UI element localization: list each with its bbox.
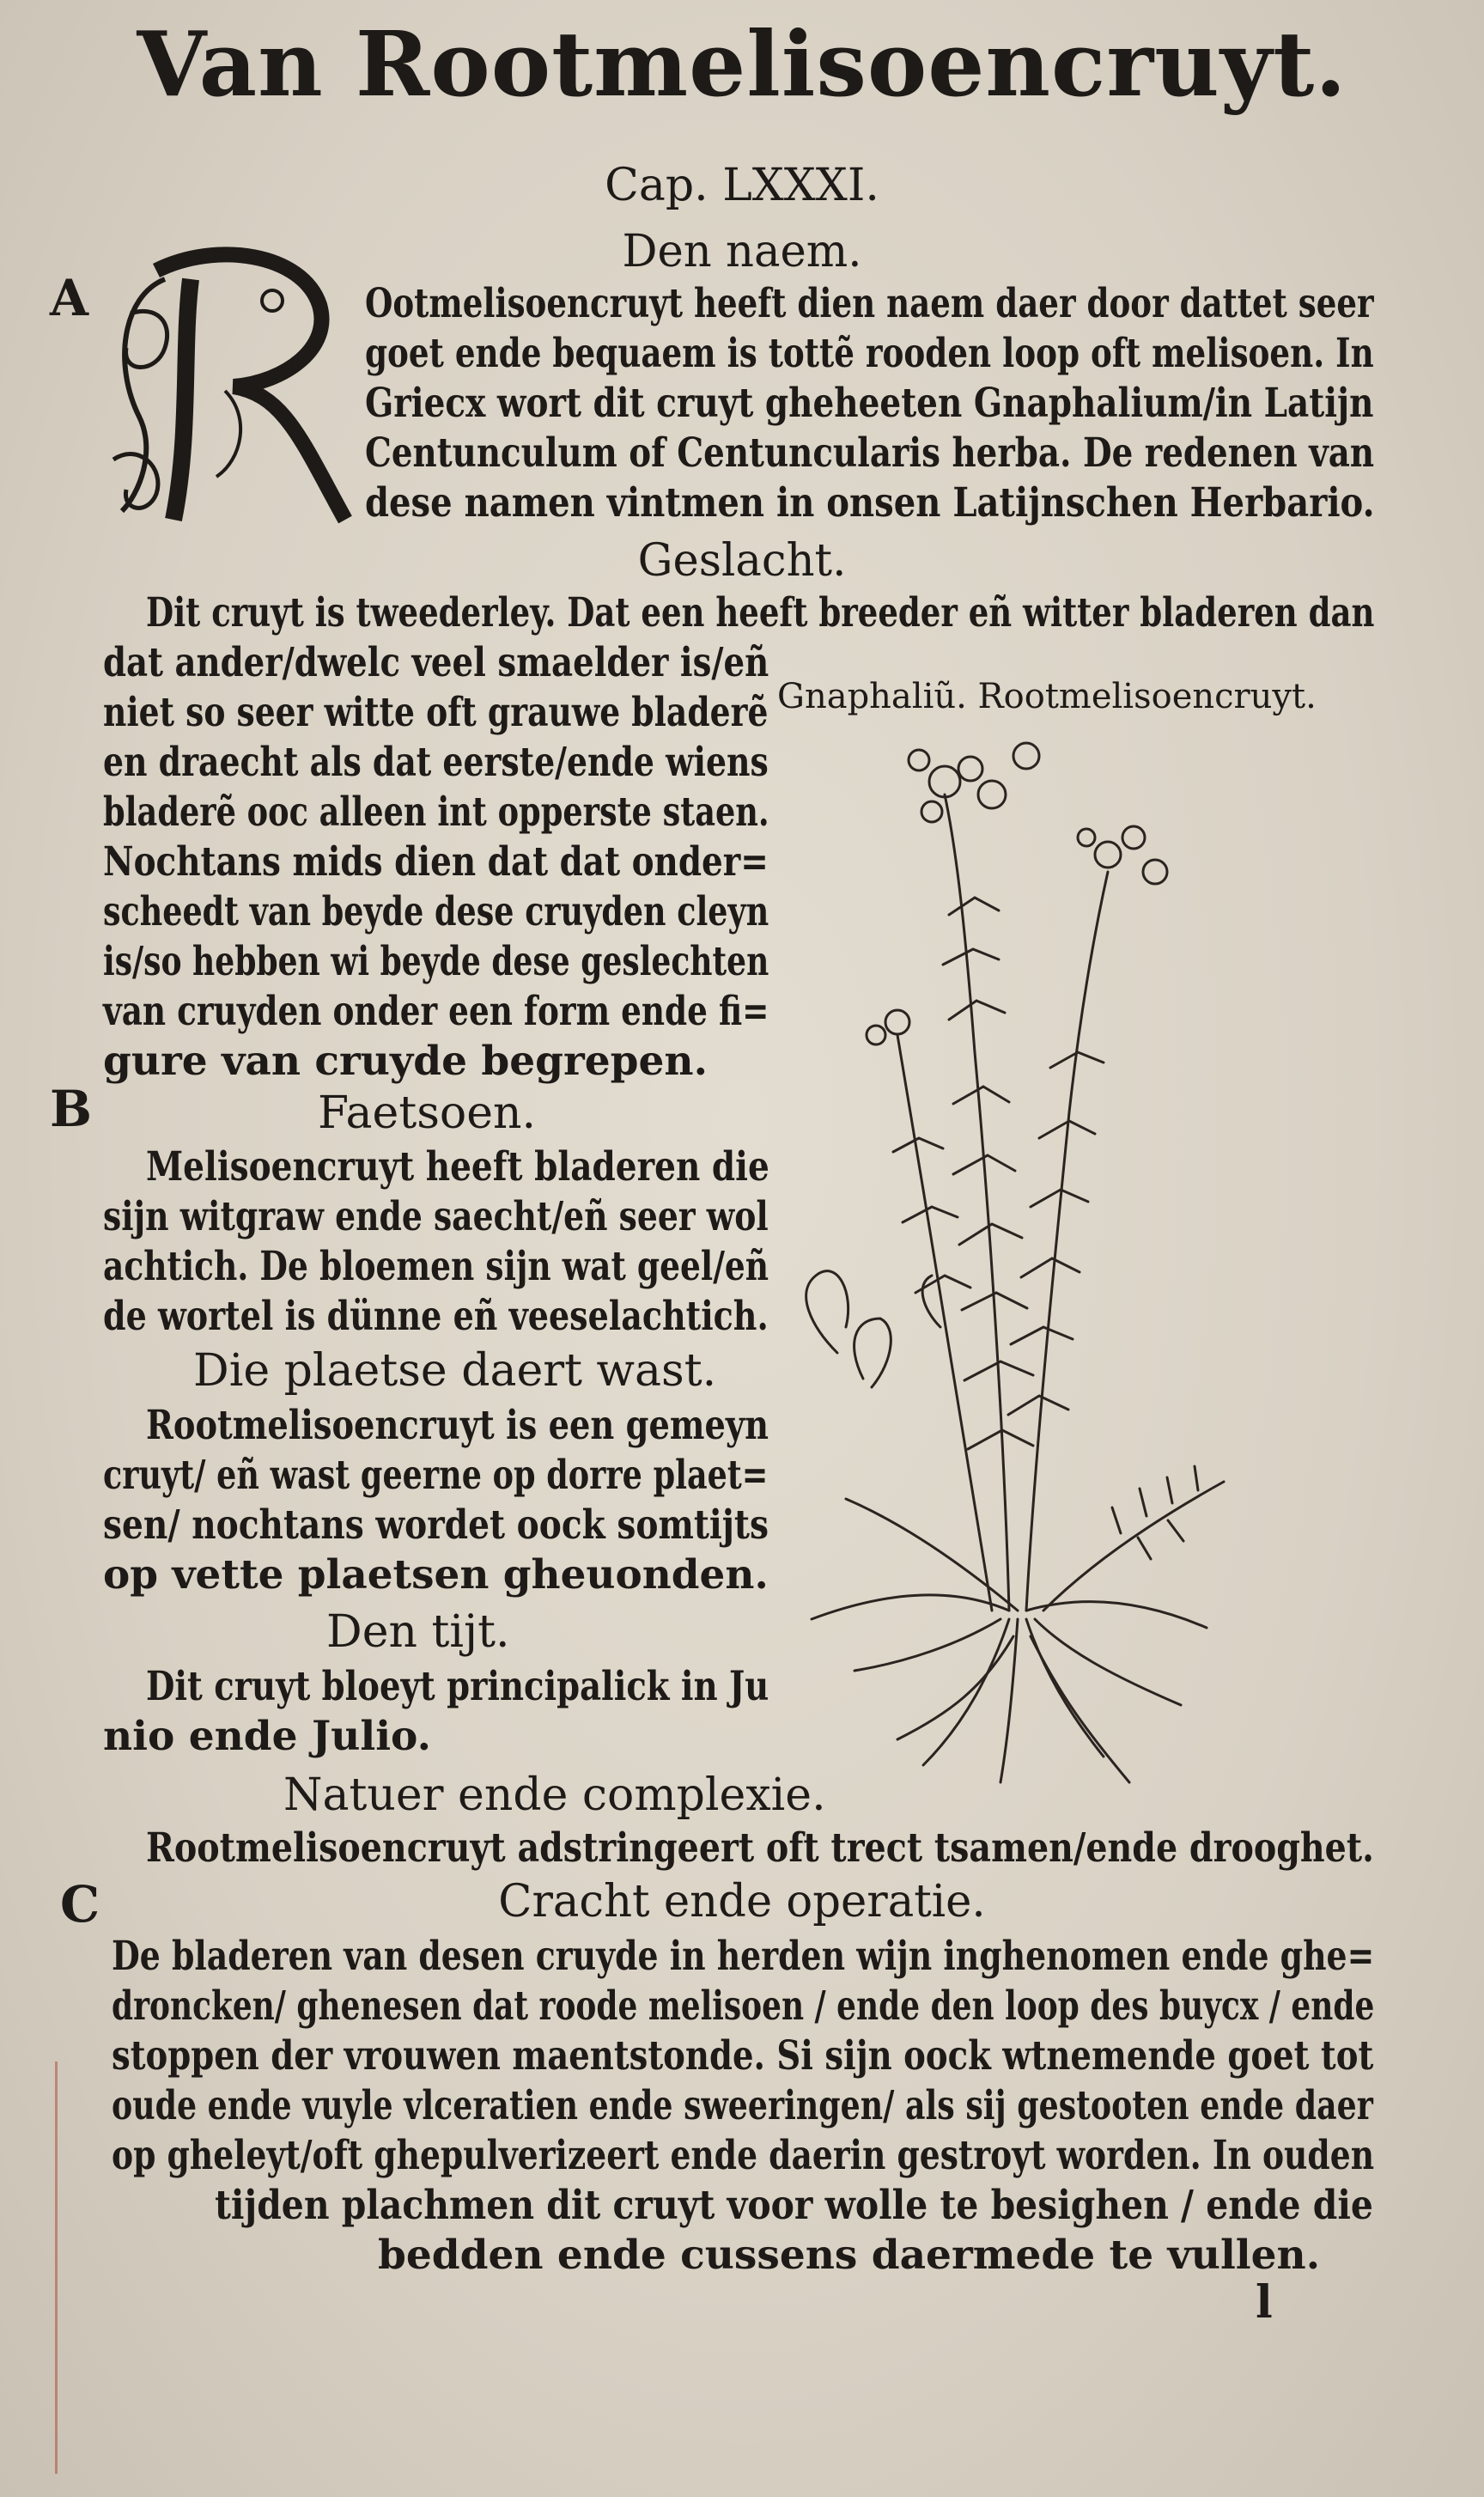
text-line: oude ende vuyle vlceratien ende sweeringen/ als sij gestooten ende daer (112, 2082, 1373, 2129)
text-line: Dit cruyt bloeyt principalick in Ju (146, 1663, 769, 1710)
section-heading-naem: Den naem. (622, 226, 862, 277)
text-line: bedden ende cussens daermede te vullen. (378, 2232, 1321, 2279)
text-line: Rootmelisoencruyt is een gemeyn (146, 1402, 769, 1449)
margin-edge-line (55, 2062, 58, 2474)
section-heading-natuer: Natuer ende complexie. (283, 1769, 826, 1821)
text-line: van cruyden onder een form ende fi= (103, 988, 769, 1035)
section-heading-cracht: Cracht ende operatie. (498, 1876, 986, 1928)
text-line: en draecht als dat eerste/ende wiens (103, 739, 769, 786)
text-line: op vette plaetsen gheuonden. (103, 1551, 769, 1599)
text-line: droncken/ ghenesen dat roode melisoen / ende den loop des buycx / ende (112, 1982, 1375, 2030)
text-line: bladerẽ ooc alleen int opperste staen. (103, 789, 769, 836)
text-line: Rootmelisoencruyt adstringeert oft trect tsamen/ende drooghet. (146, 1824, 1374, 1872)
text-line: Melisoencruyt heeft bladeren die (146, 1143, 769, 1191)
text-line: gure van cruyde begrepen. (103, 1038, 708, 1085)
margin-marker-b: B (50, 1080, 93, 1138)
page-title: Van Rootmelisoencruyt. (137, 11, 1347, 117)
text-line: Ootmelisoencruyt heeft dien naem daer door dattet seer (365, 280, 1374, 327)
text-line: nio ende Julio. (103, 1713, 431, 1760)
text-line: tijden plachmen dit cruyt voor wolle te besighen / ende die (215, 2182, 1373, 2229)
section-heading-faetsoen: Faetsoen. (318, 1087, 537, 1139)
text-line: achtich. De bloemen sijn wat geel/eñ (103, 1243, 769, 1290)
margin-marker-a: A (50, 269, 89, 327)
chapter-number: Cap. LXXXI. (605, 160, 879, 211)
text-line: op gheleyt/oft ghepulverizeert ende daerin gestroyt worden. In ouden (112, 2132, 1375, 2179)
section-heading-geslacht: Geslacht. (637, 535, 847, 587)
section-heading-tijt: Den tijt. (326, 1606, 510, 1658)
text-line: de wortel is dünne eñ veeselachtich. (103, 1293, 769, 1340)
decorated-initial-r (105, 245, 362, 528)
text-line: Griecx wort dit cruyt gheheeten Gnaphalium/in Latijn (365, 380, 1374, 427)
section-heading-plaetse: Die plaetse daert wast. (193, 1345, 717, 1397)
text-line: Centunculum of Centuncularis herba. De redenen van (365, 429, 1375, 477)
text-line: goet ende bequaem is tottẽ rooden loop oft melisoen. In (365, 330, 1374, 377)
text-line: Dit cruyt is tweederley. Dat een heeft breeder eñ witter bladeren dan (146, 589, 1375, 636)
text-line: dese namen vintmen in onsen Latijnschen Herbario. (365, 479, 1375, 527)
text-line: niet so seer witte oft grauwe bladerẽ (103, 689, 769, 736)
figure-caption: Gnaphaliũ. Rootmelisoencruyt. (777, 677, 1317, 716)
text-line: scheedt van beyde dese cruyden cleyn (103, 888, 769, 935)
text-line: dat ander/dwelc veel smaelder is/eñ (103, 639, 769, 686)
text-line: sijn witgraw ende saecht/eñ seer wol (103, 1193, 769, 1240)
text-line: sen/ nochtans wordet oock somtijts (103, 1501, 769, 1549)
text-line: Nochtans mids dien dat dat onder= (103, 838, 769, 886)
text-line: is/so hebben wi beyde dese geslechten (103, 938, 769, 985)
margin-marker-c: C (60, 1875, 100, 1934)
text-line: De bladeren van desen cruyde in herden wijn inghenomen ende ghe= (112, 1933, 1375, 1980)
signature-mark: l (1256, 2276, 1273, 2329)
text-line: cruyt/ eñ wast geerne op dorre plaet= (103, 1452, 769, 1499)
plant-woodcut-illustration (777, 726, 1258, 1791)
text-line: stoppen der vrouwen maentstonde. Si sijn oock wtnemende goet tot (112, 2032, 1374, 2080)
